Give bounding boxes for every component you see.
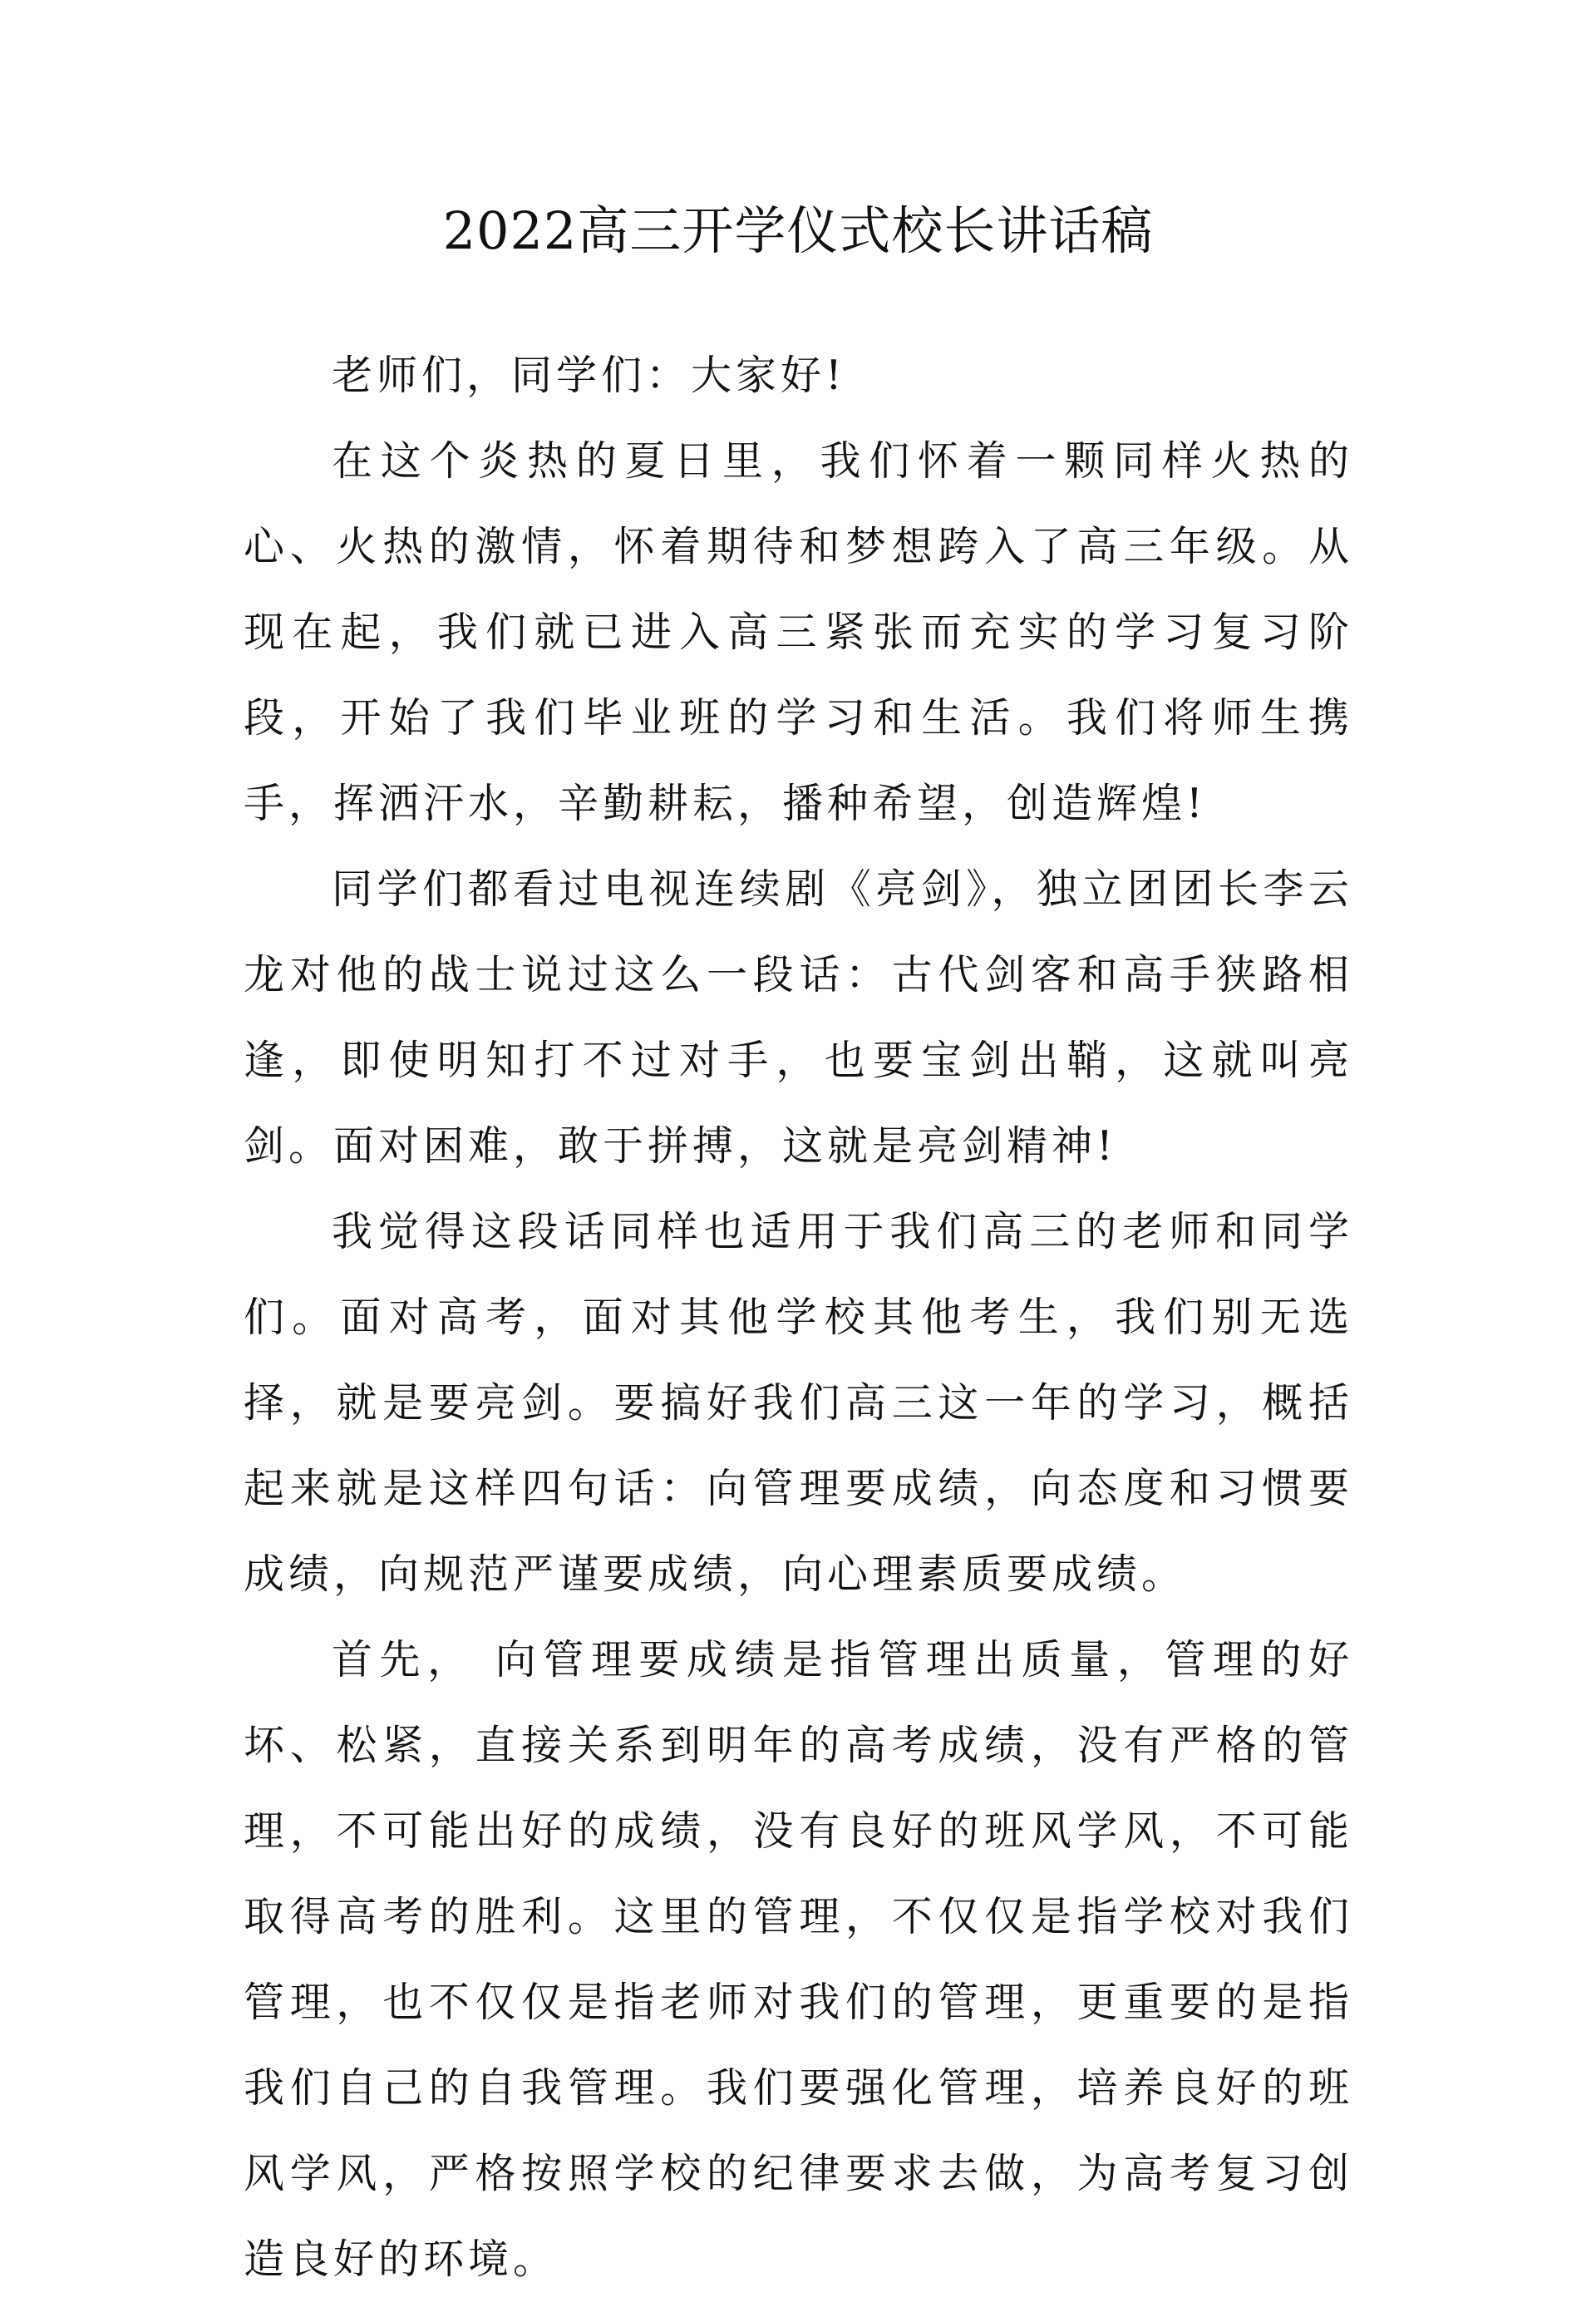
document-title: 2022高三开学仪式校长讲话稿 <box>442 200 1154 261</box>
paragraph-greeting: 老师们，同学们：大家好! <box>332 352 846 399</box>
document-body <box>244 333 1353 2302</box>
paragraph-opening: 在这个炎热的夏日里，我们怀着一颗同样火热的心、火热的激情，怀着期待和梦想跨入了高三年级。从现在起，我们就已进入高三紧张而充实的学习复习阶段，开始了我们毕业班的学习和生活。我们将师生携手，挥洒汗水，辛勤耕耘，播种希望，创造辉煌! <box>244 437 1353 827</box>
paragraph-liangjian: 同学们都看过电视连续剧《亮剑》，独立团团长李云龙对他的战士说过这么一段话：古代剑客和高手狭路相逢，即使明知打不过对手，也要宝剑出鞘，这就叫亮剑。面对困难，敢于拼搏，这就是亮剑精神! <box>244 865 1353 1170</box>
paragraph-four-points: 我觉得这段话同样也适用于我们高三的老师和同学们。面对高考，面对其他学校其他考生，我们别无选择，就是要亮剑。要搞好我们高三这一年的学习，概括起来就是这样四句话：向管理要成绩，向态度和习惯要成绩，向规范严谨要成绩，向心理素质要成绩。 <box>244 1208 1353 1598</box>
paragraph-management: 首先， 向管理要成绩是指管理出质量，管理的好坏、松紧，直接关系到明年的高考成绩，没有严格的管理，不可能出好的成绩，没有良好的班风学风，不可能取得高考的胜利。这里的管理，不仅仅是指学校对我们管理，也不仅仅是指老师对我们的管理，更重要的是指我们自己的自我管理。我们要强化管理，培养良好的班风学风，严格按照学校的纪律要求去做，为高考复习创造良好的环境。 <box>244 1636 1353 2283</box>
